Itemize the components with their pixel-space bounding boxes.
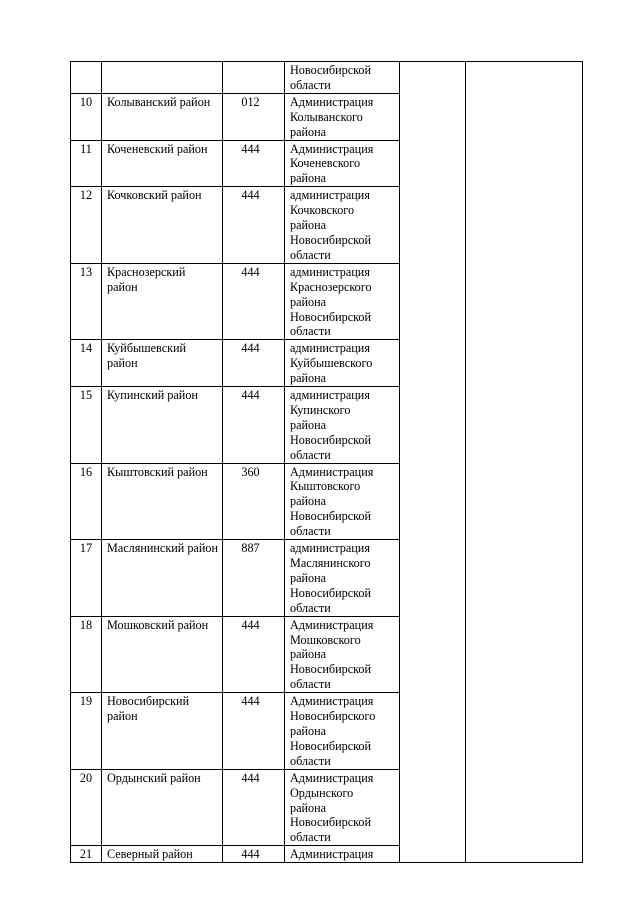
row-number-cell: 20 [71, 769, 102, 846]
administration-line: Администрация [290, 94, 374, 109]
administration-cell [285, 387, 400, 464]
administration-cell [285, 693, 400, 770]
district-code-cell: 444 [223, 340, 285, 387]
district-name-cell: Купинский район [102, 387, 223, 464]
row-number-cell: 19 [71, 693, 102, 770]
administration-line: области [290, 677, 331, 692]
row-number-cell: 21 [71, 846, 102, 863]
administration-line: района [290, 417, 327, 432]
administration-line: района [290, 218, 327, 233]
district-name-cell: Северный район [102, 846, 223, 863]
administration-line: Новосибирской [290, 232, 372, 247]
administration-line: Новосибирской [290, 738, 372, 753]
district-code-cell: 444 [223, 140, 285, 187]
administration-line: Краснозерского [290, 279, 372, 294]
district-code-cell: 444 [223, 187, 285, 264]
district-name-cell: Кыштовский район [102, 463, 223, 540]
administration-cell [285, 769, 400, 846]
administration-line: области [290, 324, 331, 339]
administration-line: Купинского [290, 402, 351, 417]
district-code-cell: 012 [223, 93, 285, 140]
administration-line: района [290, 124, 327, 139]
district-name-cell [102, 62, 223, 94]
administration-line: Новосибирской [290, 309, 372, 324]
districts-table [70, 61, 583, 863]
administration-line: Ордынского [290, 785, 354, 800]
administration-line: Новосибирского [290, 709, 376, 724]
district-code-cell: 444 [223, 616, 285, 693]
district-code-cell: 444 [223, 846, 285, 863]
administration-line: Новосибирской [290, 63, 372, 77]
row-number-cell: 14 [71, 340, 102, 387]
administration-line: области [290, 600, 331, 615]
administration-line: Администрация [290, 847, 374, 862]
row-number-cell [71, 62, 102, 94]
administration-line: области [290, 830, 331, 845]
administration-line: области [290, 247, 331, 262]
row-number-cell: 18 [71, 616, 102, 693]
administration-line: области [290, 524, 331, 539]
administration-line: Куйбышевского [290, 356, 373, 371]
administration-line: Администрация [290, 694, 374, 709]
district-code-cell: 360 [223, 463, 285, 540]
row-number-cell: 10 [71, 93, 102, 140]
district-code-cell: 444 [223, 263, 285, 340]
district-name-cell: Краснозерский район [102, 263, 223, 340]
administration-line: Администрация [290, 617, 374, 632]
row-number-cell: 11 [71, 140, 102, 187]
administration-line: администрация [290, 264, 370, 279]
administration-line: района [290, 647, 327, 662]
administration-cell [285, 846, 400, 863]
administration-line: Новосибирской [290, 662, 372, 677]
administration-line: Администрация [290, 464, 374, 479]
district-code-cell [223, 62, 285, 94]
administration-line: области [290, 753, 331, 768]
administration-line: Маслянинского [290, 556, 371, 570]
administration-line: области [290, 77, 331, 92]
administration-cell [285, 463, 400, 540]
empty-column-5-cell [400, 62, 466, 863]
administration-line: области [290, 447, 331, 462]
district-name-cell: Колыванский район [102, 93, 223, 140]
districts-table-body [71, 62, 583, 863]
empty-column-6-cell [466, 62, 583, 863]
district-name-cell: Ордынский район [102, 769, 223, 846]
district-code-cell: 444 [223, 387, 285, 464]
row-number-cell: 12 [71, 187, 102, 264]
administration-line: района [290, 171, 327, 186]
row-number-cell: 17 [71, 540, 102, 617]
administration-line: Кыштовского [290, 479, 361, 494]
administration-line: Колыванского [290, 109, 363, 124]
district-name-cell: Маслянинский район [102, 540, 223, 617]
administration-cell [285, 62, 400, 94]
administration-line: Новосибирской [290, 585, 372, 600]
administration-line: Мошковского [290, 632, 361, 647]
administration-cell [285, 340, 400, 387]
administration-line: района [290, 371, 327, 386]
district-name-cell: Кочковский район [102, 187, 223, 264]
administration-cell [285, 263, 400, 340]
administration-cell [285, 140, 400, 187]
administration-line: района [290, 294, 327, 309]
row-number-cell: 16 [71, 463, 102, 540]
district-name-cell: Новосибирский район [102, 693, 223, 770]
administration-line: района [290, 723, 327, 738]
administration-line: администрация [290, 388, 370, 403]
administration-line: администрация [290, 188, 370, 203]
district-name-cell: Мошковский район [102, 616, 223, 693]
administration-line: Новосибирской [290, 509, 372, 524]
administration-line: Коченевского [290, 156, 361, 171]
row-number-cell: 13 [71, 263, 102, 340]
administration-cell [285, 93, 400, 140]
administration-cell [285, 187, 400, 264]
administration-line: Кочковского [290, 203, 355, 218]
district-code-cell: 887 [223, 540, 285, 617]
administration-line: администрация [290, 341, 370, 356]
administration-line: Новосибирской [290, 432, 372, 447]
administration-cell [285, 616, 400, 693]
administration-line: Новосибирской [290, 815, 372, 830]
district-name-cell: Куйбышевский район [102, 340, 223, 387]
district-name-cell: Коченевский район [102, 140, 223, 187]
administration-line: района [290, 570, 327, 585]
administration-cell [285, 540, 400, 617]
administration-line: района [290, 494, 327, 509]
table-row [71, 62, 583, 94]
administration-line: района [290, 800, 327, 815]
administration-line: администрация [290, 541, 370, 556]
district-code-cell: 444 [223, 769, 285, 846]
row-number-cell: 15 [71, 387, 102, 464]
administration-line: Администрация [290, 770, 374, 785]
administration-line: Администрация [290, 141, 374, 156]
district-code-cell: 444 [223, 693, 285, 770]
